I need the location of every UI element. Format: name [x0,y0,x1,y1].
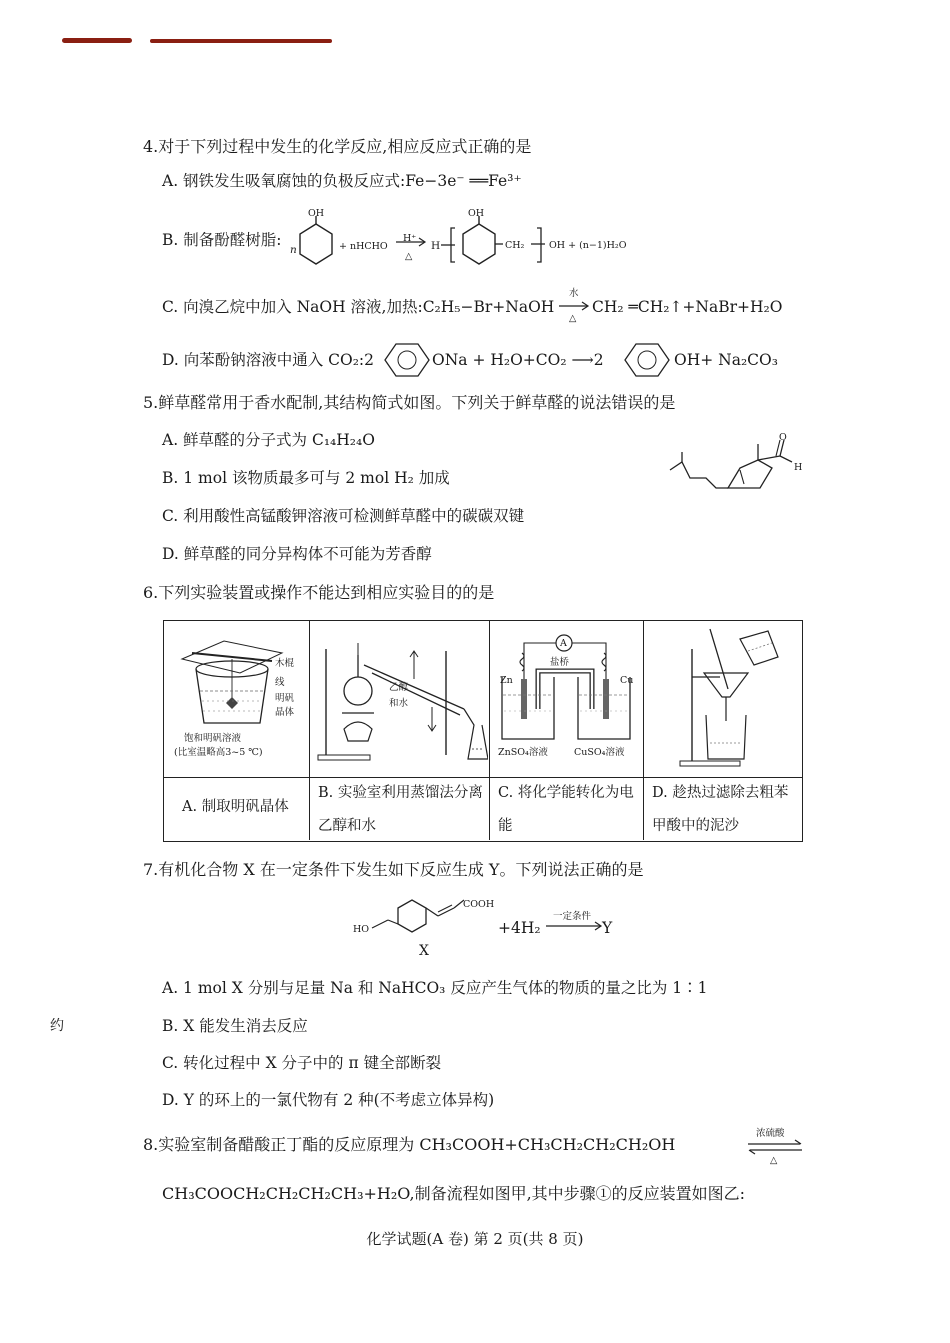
q7-cooh: COOH [463,899,495,910]
q6-c-cu: Cu [620,675,634,686]
q4-c-cond-top: 水 [569,288,579,299]
benzene-ring-icon [622,341,674,379]
filtration-apparatus-icon [670,625,798,769]
q4-b-prefix: B. 制备酚醛树脂: [162,231,282,249]
q4-option-a: A. 钢铁发生吸氧腐蚀的负极反应式:Fe−3e⁻ ══Fe³⁺ [162,172,522,190]
q5-stem: 5.鲜草醛常用于香水配制,其结构简式如图。下列关于鲜草醛的说法错误的是 [143,393,676,412]
q4-b-tail: OH + (n−1)H₂O [549,240,627,251]
q4-d-tail: OH+ Na₂CO₃ [674,351,778,369]
q4-b-oh2: OH [468,208,485,219]
q4-b-reagent: + nHCHO [339,241,388,252]
q4-b-cond-bottom: △ [405,251,413,262]
q5-option-b: B. 1 mol 该物质最多可与 2 mol H₂ 加成 [162,469,450,487]
lilial-structure-icon [668,428,808,494]
q4-d-prefix: D. 向苯酚钠溶液中通入 CO₂:2 [162,351,375,369]
top-edge-mark [62,38,132,43]
q4-option-b [0,200,950,280]
q6-apparatus-table [163,620,803,842]
q6-a-crystal2: 晶体 [275,707,295,718]
alum-crystal-apparatus-icon [174,639,286,729]
q5-struct-h: H [794,462,803,473]
q6-stem: 6.下列实验装置或操作不能达到相应实验目的的是 [143,583,495,602]
q4-c-product: CH₂ ═CH₂↑+NaBr+H₂O [592,298,783,316]
q5-struct-o: O [779,432,787,443]
q7-option-d: D. Y 的环上的一氯代物有 2 种(不考虑立体异构) [162,1091,495,1109]
q7-x-label: X [419,943,429,959]
q8-cond-top: 浓硫酸 [756,1128,785,1139]
q5-option-c: C. 利用酸性高锰酸钾溶液可检测鲜草醛中的碳碳双键 [162,507,525,525]
q6-c-znso4: ZnSO₄溶液 [498,747,548,758]
q4-c-cond-bottom: △ [569,313,577,324]
q6-caption-a: A. 制取明矾晶体 [182,799,289,815]
q6-c-bridge: 盐桥 [550,657,570,668]
q6-a-thread: 线 [275,677,285,688]
q6-a-temp: (比室温略高3~5 ℃) [174,747,263,758]
q7-option-a: A. 1 mol X 分别与足量 Na 和 NaHCO₃ 反应产生气体的物质的量之比为 1∶1 [162,979,708,997]
q6-a-crystal1: 明矾 [275,693,295,704]
q7-stem: 7.有机化合物 X 在一定条件下发生如下反应生成 Y。下列说法正确的是 [143,860,644,879]
q5-option-a: A. 鲜草醛的分子式为 C₁₄H₂₄O [162,431,375,449]
q6-caption-d: D. 趁热过滤除去粗苯甲酸中的泥沙 [652,785,789,834]
q4-b-ch2: CH₂ [505,240,525,251]
q6-c-zn: Zn [500,675,513,686]
q6-caption-c: C. 将化学能转化为电能 [498,785,634,834]
galvanic-cell-apparatus-icon [494,631,640,743]
q6-a-stick: 木棍 [275,658,295,669]
q7-cond: 一定条件 [553,911,592,922]
q7-option-c: C. 转化过程中 X 分子中的 π 键全部断裂 [162,1054,442,1072]
q7-ho: HO [353,924,370,935]
q8-cond-bottom: △ [770,1155,778,1166]
q4-b-oh1: OH [308,208,325,219]
q4-b-cond-top: H⁺ [403,233,417,244]
benzene-ring-icon [382,341,434,379]
q5-option-d: D. 鲜草醛的同分异构体不可能为芳香醇 [162,545,432,563]
q8-line1: 8.实验室制备醋酸正丁酯的反应原理为 CH₃COOH+CH₃CH₂CH₂CH₂OH [143,1135,676,1154]
q6-b-mix1: 乙醇 [389,682,409,693]
q6-c-cuso4: CuSO₄溶液 [574,747,625,758]
q6-a-solution: 饱和明矾溶液 [184,733,242,744]
q4-b-h: H [431,240,441,252]
margin-char: 约 [50,1018,64,1034]
q8-line2: CH₃COOCH₂CH₂CH₂CH₃+H₂O,制备流程如图甲,其中步骤①的反应装置如图乙: [162,1184,746,1203]
q7-product: Y [602,919,613,937]
q4-d-mid: ONa + H₂O+CO₂ ⟶2 [432,351,604,369]
q7-reagent: +4H₂ [498,919,541,937]
q4-c-text: C. 向溴乙烷中加入 NaOH 溶液,加热:C₂H₅−Br+NaOH [162,298,555,316]
q4-stem: 4.对于下列过程中发生的化学反应,相应反应式正确的是 [143,137,532,156]
q4-b-n: n [290,244,297,256]
page-footer: 化学试题(A 卷) 第 2 页(共 8 页) [366,1230,584,1248]
top-edge-mark [150,39,332,43]
q6-caption-b: B. 实验室利用蒸馏法分离乙醇和水 [318,785,483,834]
q7-option-b: B. X 能发生消去反应 [162,1017,308,1035]
q6-c-meter: A [560,638,567,649]
q6-b-mix2: 和水 [389,698,409,709]
phenolic-resin-structure-icon [441,200,561,272]
